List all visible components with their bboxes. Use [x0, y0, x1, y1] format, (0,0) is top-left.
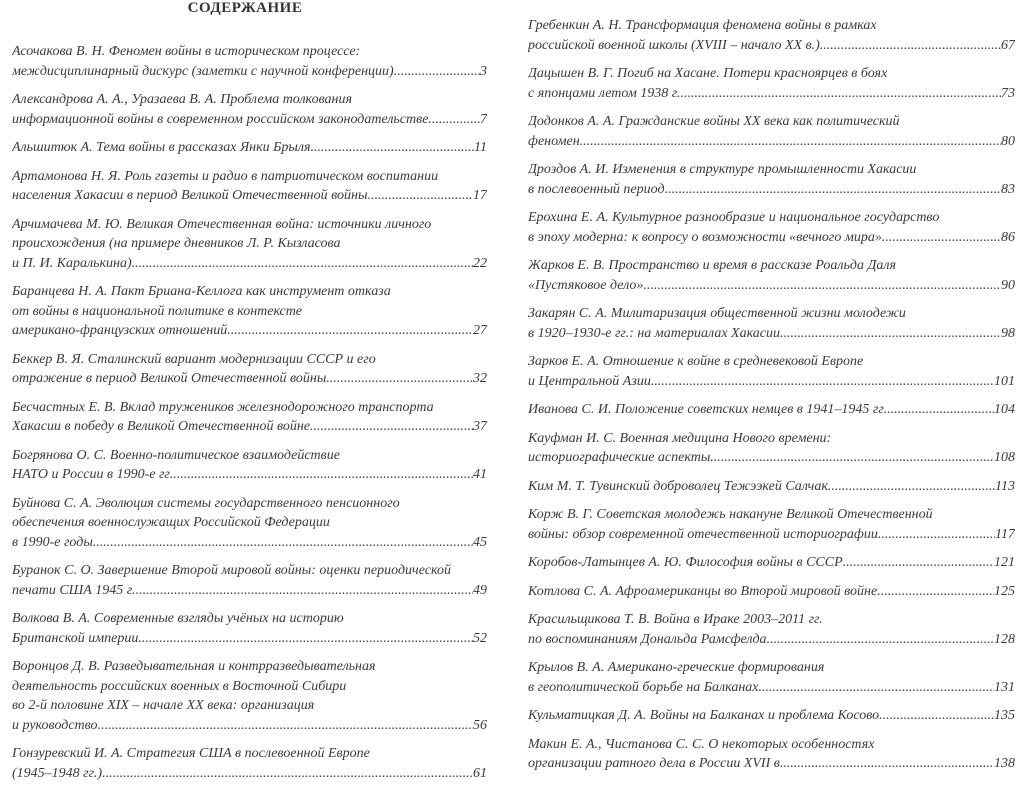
- toc-entry-line: [12, 533, 487, 553]
- toc-entry-text: Зарков Е. А. Отношение к войне в средневековой Европе: [528, 354, 864, 369]
- toc-entry[interactable]: [528, 582, 1015, 602]
- dot-leader: [326, 369, 473, 389]
- page-number: 17: [473, 188, 487, 203]
- toc-entry-line: [528, 553, 1015, 573]
- page-number: 7: [480, 111, 487, 127]
- toc-entry-text: Додонков А. А. Гражданские войны XX века как политический: [528, 114, 900, 129]
- toc-entry-text: Крылов В. А. Американо-греческие формирования: [528, 660, 825, 675]
- toc-entry-text: с японцами летом 1938 г.: [528, 85, 681, 101]
- toc-entry-text: Ерохина Е. А. Культурное разнообразие и национальное государство: [528, 210, 940, 225]
- toc-entry-text: Бесчастных Е. В. Вклад тружеников железнодорожного транспорта: [12, 399, 434, 415]
- dot-leader: [98, 716, 473, 736]
- dot-leader: [93, 533, 473, 553]
- toc-entry-line: [12, 609, 487, 629]
- dot-leader: [710, 448, 994, 468]
- page-number: 27: [473, 323, 487, 338]
- toc-entry-line: [528, 228, 1015, 248]
- toc-entry-text: Баранцева Н. А. Пакт Бриана-Келлога как инструмент отказа: [12, 284, 391, 299]
- toc-entry-text: и П. И. Каралькина): [12, 255, 132, 271]
- toc-entry-text: Альшитюк А. Тема войны в рассказах Янки Брыля: [12, 140, 311, 155]
- toc-entry-text: Корж В. Г. Советская молодежь накануне Великой Отечественной: [528, 507, 933, 522]
- dot-leader: [681, 84, 1001, 104]
- dot-leader: [428, 110, 480, 130]
- toc-entry-text: в 1990-е годы: [12, 534, 93, 550]
- toc-entry[interactable]: [12, 350, 487, 389]
- toc-right-column: [528, 16, 1015, 783]
- toc-entry-line: [12, 581, 487, 601]
- toc-entry-text: Арчимачева М. Ю. Великая Отечественная война: источники личного: [12, 216, 432, 232]
- toc-entry[interactable]: [528, 160, 1015, 199]
- toc-entry[interactable]: [528, 658, 1015, 697]
- dot-leader: [173, 465, 473, 485]
- page-number: 56: [473, 717, 487, 733]
- toc-entry[interactable]: [528, 112, 1015, 151]
- toc-entry-text: Британской империи: [12, 630, 139, 646]
- toc-entry[interactable]: [12, 494, 487, 553]
- toc-entry-line: [528, 754, 1015, 774]
- toc-entry-line: [528, 610, 1015, 630]
- toc-entry[interactable]: [12, 561, 487, 600]
- toc-entry[interactable]: [528, 64, 1015, 103]
- page-number: 67: [1001, 37, 1015, 53]
- toc-entry-text: Ким М. Т. Тувинский доброволец Тежээкей Салчак: [528, 478, 828, 494]
- toc-entry-line: [528, 16, 1015, 36]
- page-number: 22: [473, 255, 487, 271]
- toc-entry-line: [12, 234, 487, 254]
- toc-entry-text: Кульматицкая Д. А. Войны на Балканах и проблема Косово: [528, 708, 880, 723]
- toc-entry[interactable]: [12, 398, 487, 437]
- page-number: 98: [1001, 325, 1015, 341]
- dot-leader: [843, 553, 994, 573]
- dot-leader: [820, 36, 1001, 56]
- toc-left-column: [12, 42, 487, 792]
- page-number: 104: [994, 402, 1015, 417]
- toc-entry-line: [528, 64, 1015, 84]
- toc-entry-text: отражение в период Великой Отечественной войны: [12, 371, 327, 386]
- toc-entry[interactable]: [528, 400, 1015, 420]
- toc-entry[interactable]: [528, 304, 1015, 343]
- page-number: 52: [473, 630, 487, 646]
- toc-entry-line: [528, 735, 1015, 755]
- toc-entry-text: Богрянова О. С. Военно-политическое взаимодействие: [12, 447, 340, 463]
- toc-entry-text: Коробов-Латынцев А. Ю. Философия войны в СССР: [528, 555, 843, 570]
- toc-entry-text: Жарков Е. В. Пространство и время в рассказе Роальда Даля: [528, 258, 897, 273]
- toc-entry-text: НАТО и России в 1990-е гг.: [12, 467, 174, 482]
- toc-entry-line: [528, 582, 1015, 602]
- toc-entry-text: во 2-й половине XIX – начале XX века: организация: [12, 698, 315, 713]
- toc-entry-text: и руководство: [12, 717, 98, 733]
- page-number: 101: [994, 373, 1015, 389]
- toc-entry-line: [528, 630, 1015, 650]
- page-number: 11: [474, 140, 487, 155]
- toc-entry-line: [528, 324, 1015, 344]
- toc-entry-text: происхождения (на примере дневников Л. Р. Кызласова: [12, 236, 341, 251]
- toc-entry-text: Буранок С. О. Завершение Второй мировой войны: оценки периодической: [12, 563, 451, 578]
- toc-entry[interactable]: [528, 429, 1015, 468]
- toc-entry-line: [528, 706, 1015, 726]
- dot-leader: [394, 62, 480, 82]
- toc-entry-line: [528, 304, 1015, 324]
- toc-entry-line: [12, 167, 487, 187]
- dot-leader: [828, 477, 995, 497]
- page-number: 61: [473, 765, 487, 781]
- toc-entry-line: [12, 302, 487, 322]
- page-number: 86: [1001, 229, 1015, 245]
- toc-entry-line: [528, 84, 1015, 104]
- dot-leader: [877, 582, 994, 602]
- toc-entry-text: населения Хакасии в период Великой Отечественной войны: [12, 188, 368, 203]
- toc-entry[interactable]: [12, 609, 487, 648]
- toc-entry-text: от войны в национальной политике в контексте: [12, 303, 303, 319]
- page-number: 108: [994, 450, 1015, 465]
- toc-entry[interactable]: [528, 256, 1015, 295]
- toc-entry-line: [528, 256, 1015, 276]
- toc-entry-line: [528, 160, 1015, 180]
- toc-entry-text: в эпоху модерна: к вопросу о возможности «вечного мира»: [528, 229, 882, 245]
- toc-entry-text: Волкова В. А. Современные взгляды учёных на историю: [12, 611, 344, 626]
- toc-entry[interactable]: [528, 553, 1015, 573]
- toc-entry[interactable]: [12, 446, 487, 485]
- toc-entry-line: [12, 417, 487, 437]
- toc-entry-text: Кауфман И. С. Военная медицина Нового времени:: [528, 430, 832, 446]
- toc-entry[interactable]: [12, 744, 487, 783]
- toc-entry-line: [528, 505, 1015, 525]
- dot-leader: [783, 754, 994, 774]
- toc-entry-text: войны: обзор современной отечественной историографии: [528, 526, 878, 542]
- page-number: 3: [480, 63, 487, 79]
- toc-entry-line: [528, 352, 1015, 372]
- toc-entry-line: [528, 36, 1015, 56]
- page-number: 83: [1001, 181, 1015, 197]
- page-number: 125: [994, 583, 1015, 599]
- dot-leader: [651, 372, 994, 392]
- toc-entry-line: [528, 678, 1015, 698]
- toc-entry-text: Воронцов Д. В. Разведывательная и контрразведывательная: [12, 659, 376, 674]
- dot-leader: [311, 138, 475, 158]
- toc-entry-text: информационной войны в современном российском законодательстве: [12, 111, 429, 127]
- toc-entry-line: [12, 138, 487, 158]
- toc-entry-line: [528, 132, 1015, 152]
- dot-leader: [759, 678, 994, 698]
- toc-entry-line: [12, 321, 487, 341]
- toc-entry[interactable]: [12, 282, 487, 341]
- toc-entry[interactable]: [528, 16, 1015, 55]
- toc-entry[interactable]: [12, 167, 487, 206]
- toc-entry[interactable]: [528, 505, 1015, 544]
- toc-entry-text: Александрова А. А., Уразаева В. А. Проблема толкования: [12, 92, 353, 107]
- page-number: 131: [994, 679, 1015, 695]
- toc-entry[interactable]: [528, 610, 1015, 649]
- toc-entry-text: Красильщикова Т. В. Война в Ираке 2003–2011 гг.: [528, 612, 823, 627]
- toc-entry-line: [528, 429, 1015, 449]
- toc-entry-text: Котлова С. А. Афроамериканцы во Второй мировой войне: [528, 583, 878, 599]
- toc-entry-line: [12, 62, 487, 82]
- dot-leader: [367, 186, 473, 206]
- dot-leader: [138, 629, 473, 649]
- toc-entry-line: [12, 254, 487, 274]
- page-number: 121: [994, 555, 1015, 570]
- toc-entry-line: [528, 477, 1015, 497]
- toc-entry-line: [528, 112, 1015, 132]
- toc-entry-line: [12, 110, 487, 130]
- dot-leader: [767, 630, 994, 650]
- page-number: 90: [1001, 277, 1015, 293]
- page-number: 113: [995, 478, 1015, 494]
- toc-entry-line: [528, 658, 1015, 678]
- toc-entry-line: [12, 446, 487, 466]
- toc-entry-text: Закарян С. А. Милитаризация общественной жизни молодежи: [528, 306, 906, 321]
- dot-leader: [878, 525, 995, 545]
- toc-entry-line: [12, 513, 487, 533]
- toc-entry-line: [528, 372, 1015, 392]
- toc-entry-line: [528, 208, 1015, 228]
- toc-entry[interactable]: [528, 477, 1015, 497]
- toc-entry-line: [12, 677, 487, 697]
- toc-entry[interactable]: [528, 352, 1015, 391]
- toc-entry-text: Асочакова В. Н. Феномен войны в историческом процессе:: [12, 44, 361, 59]
- toc-entry-line: [12, 716, 487, 736]
- toc-entry-text: историографические аспекты: [528, 450, 711, 465]
- toc-entry-text: в геополитической борьбе на Балканах: [528, 679, 759, 695]
- page-number: 117: [995, 526, 1015, 542]
- toc-entry-text: Беккер В. Я. Сталинский вариант модернизации СССР и его: [12, 351, 376, 367]
- dot-leader: [879, 706, 994, 726]
- toc-entry-text: Дацышен В. Г. Погиб на Хасане. Потери красноярцев в боях: [528, 66, 888, 81]
- toc-entry-text: Гребенкин А. Н. Трансформация феномена войны в рамках: [528, 18, 877, 33]
- toc-entry-text: (1945–1948 гг.): [12, 765, 103, 781]
- toc-entry-text: в послевоенный период: [528, 181, 665, 197]
- toc-entry[interactable]: [528, 735, 1015, 774]
- page-number: 41: [473, 467, 487, 482]
- toc-entry-line: [12, 215, 487, 235]
- toc-entry-line: [12, 657, 487, 677]
- toc-entry-line: [12, 186, 487, 206]
- toc-entry-line: [12, 369, 487, 389]
- dot-leader: [580, 132, 1001, 152]
- toc-entry-text: организации ратного дела в России XVII в.: [528, 756, 784, 771]
- dot-leader: [665, 180, 1001, 200]
- page-number: 128: [994, 631, 1015, 647]
- toc-entry-line: [12, 561, 487, 581]
- toc-entry[interactable]: [12, 42, 487, 81]
- toc-entry-line: [12, 42, 487, 62]
- toc-entry-text: Артамонова Н. Я. Роль газеты и радио в патриотическом воспитании: [12, 168, 439, 184]
- dot-leader: [136, 581, 473, 601]
- toc-entry-line: [12, 90, 487, 110]
- toc-entry-line: [12, 764, 487, 784]
- toc-entry-line: [528, 400, 1015, 420]
- page-number: 135: [994, 708, 1015, 723]
- page-number: 73: [1001, 85, 1015, 101]
- toc-entry[interactable]: [12, 90, 487, 129]
- page-number: 49: [473, 582, 487, 598]
- toc-entry[interactable]: [528, 208, 1015, 247]
- toc-entry-text: феномен: [528, 133, 580, 149]
- dot-leader: [882, 228, 1001, 248]
- page-number: 32: [473, 371, 487, 386]
- dot-leader: [643, 276, 1001, 296]
- toc-entry-line: [12, 629, 487, 649]
- toc-entry[interactable]: [12, 657, 487, 735]
- toc-entry-text: Буйнова С. А. Эволюция системы государственного пенсионного: [12, 495, 400, 511]
- toc-entry-line: [12, 494, 487, 514]
- toc-entry-line: [12, 465, 487, 485]
- toc-entry-line: [12, 696, 487, 716]
- toc-entry-text: Иванова С. И. Положение советских немцев в 1941–1945 гг.: [528, 402, 888, 417]
- page-number: 45: [473, 534, 487, 550]
- page-number: 37: [473, 419, 487, 434]
- toc-entry-line: [12, 350, 487, 370]
- toc-entry-line: [12, 282, 487, 302]
- toc-title: СОДЕРЖАНИЕ: [187, 0, 303, 16]
- toc-entry-text: Макин Е. А., Чистанова С. С. О некоторых особенностях: [528, 736, 875, 752]
- toc-entry[interactable]: [12, 215, 487, 274]
- page-number: 80: [1001, 133, 1015, 149]
- toc-entry-text: Дроздов А. И. Изменения в структуре промышленности Хакасии: [528, 162, 917, 177]
- toc-entry-line: [528, 525, 1015, 545]
- toc-entry-text: печати США 1945 г.: [12, 582, 136, 598]
- dot-leader: [887, 400, 994, 420]
- toc-entry-text: обеспечения военнослужащих Российской Федерации: [12, 515, 330, 530]
- toc-entry-text: и Центральной Азии: [528, 373, 651, 389]
- dot-leader: [227, 321, 473, 341]
- dot-leader: [102, 764, 473, 784]
- toc-entry-line: [528, 180, 1015, 200]
- toc-entry-line: [528, 448, 1015, 468]
- page-number: 138: [994, 756, 1015, 771]
- toc-entry-text: Хакасии в победу в Великой Отечественной войне: [12, 419, 311, 434]
- toc-entry-text: «Пустяковое дело»: [528, 277, 644, 293]
- dot-leader: [310, 417, 473, 437]
- toc-entry-line: [12, 744, 487, 764]
- toc-entry[interactable]: [12, 138, 487, 158]
- toc-entry-text: по воспоминаниям Дональда Рамсфелда: [528, 631, 767, 647]
- dot-leader: [780, 324, 1001, 344]
- dot-leader: [132, 254, 473, 274]
- toc-entry[interactable]: [528, 706, 1015, 726]
- toc-entry-text: американо-французских отношений: [12, 323, 228, 338]
- toc-entry-text: в 1920–1930-е гг.: на материалах Хакасии: [528, 325, 781, 341]
- toc-entry-text: деятельность российских военных в Восточной Сибири: [12, 678, 347, 694]
- toc-entry-text: Гонзуревский И. А. Стратегия США в послевоенной Европе: [12, 746, 370, 761]
- toc-entry-text: междисциплинарный дискурс (заметки с научной конференции): [12, 63, 394, 79]
- toc-entry-line: [12, 398, 487, 418]
- toc-entry-line: [528, 276, 1015, 296]
- toc-entry-text: российской военной школы (XVIII – начало XX в.): [528, 37, 820, 53]
